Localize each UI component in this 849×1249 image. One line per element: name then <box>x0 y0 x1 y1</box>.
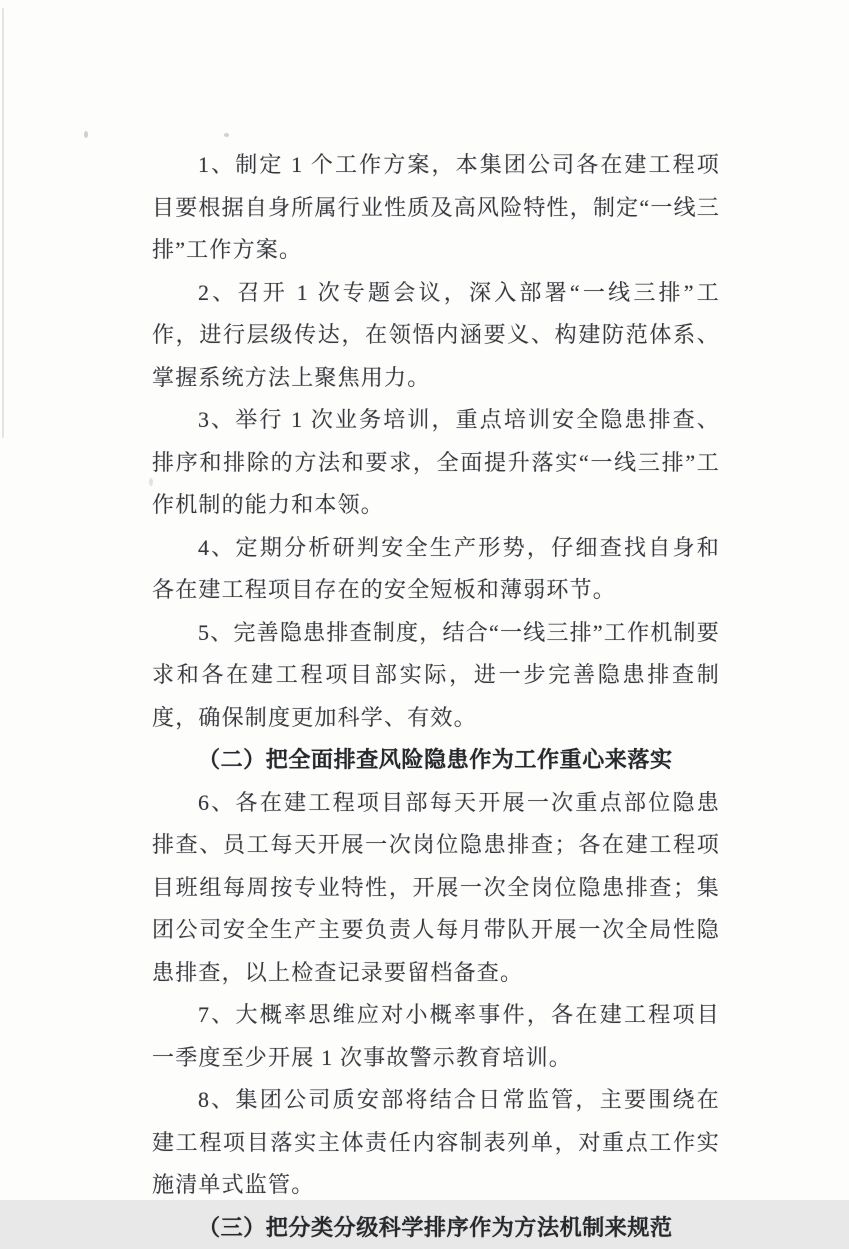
document-paragraph-6: 6、各在建工程项目部每天开展一次重点部位隐患排查、员工每天开展一次岗位隐患排查；各在建工程项目班组每周按专业特性，开展一次全岗位隐患排查；集团公司安全生产主要负责人每月带队开展一次全局性隐患排查，以上检查记录要留档备查。 <box>152 782 720 995</box>
scan-speck <box>84 131 88 138</box>
section-heading-2: （二）把全面排查风险隐患作为工作重心来落实 <box>152 739 720 782</box>
document-paragraph-1: 1、制定 1 个工作方案，本集团公司各在建工程项目要根据自身所属行业性质及高风险特性，制定“一线三排”工作方案。 <box>152 144 720 272</box>
document-body <box>152 144 720 1249</box>
document-paragraph-4: 4、定期分析研判安全生产形势，仔细查找自身和各在建工程项目存在的安全短板和薄弱环节。 <box>152 527 720 612</box>
section-heading-3: （三）把分类分级科学排序作为方法机制来规范 <box>152 1207 720 1249</box>
document-paragraph-2: 2、召开 1 次专题会议，深入部署“一线三排”工作，进行层级传达，在领悟内涵要义、构建防范体系、掌握系统方法上聚焦用力。 <box>152 272 720 400</box>
document-paragraph-8: 8、集团公司质安部将结合日常监管，主要围绕在建工程项目落实主体责任内容制表列单，对重点工作实施清单式监管。 <box>152 1079 720 1207</box>
scan-speck <box>224 133 229 137</box>
scan-edge-artifact <box>2 8 4 438</box>
document-paragraph-3: 3、举行 1 次业务培训，重点培训安全隐患排查、排序和排除的方法和要求，全面提升落实“一线三排”工作机制的能力和本领。 <box>152 399 720 527</box>
document-paragraph-5: 5、完善隐患排查制度，结合“一线三排”工作机制要求和各在建工程项目部实际，进一步完善隐患排查制度，确保制度更加科学、有效。 <box>152 612 720 740</box>
document-paragraph-7: 7、大概率思维应对小概率事件，各在建工程项目一季度至少开展 1 次事故警示教育培训。 <box>152 994 720 1079</box>
